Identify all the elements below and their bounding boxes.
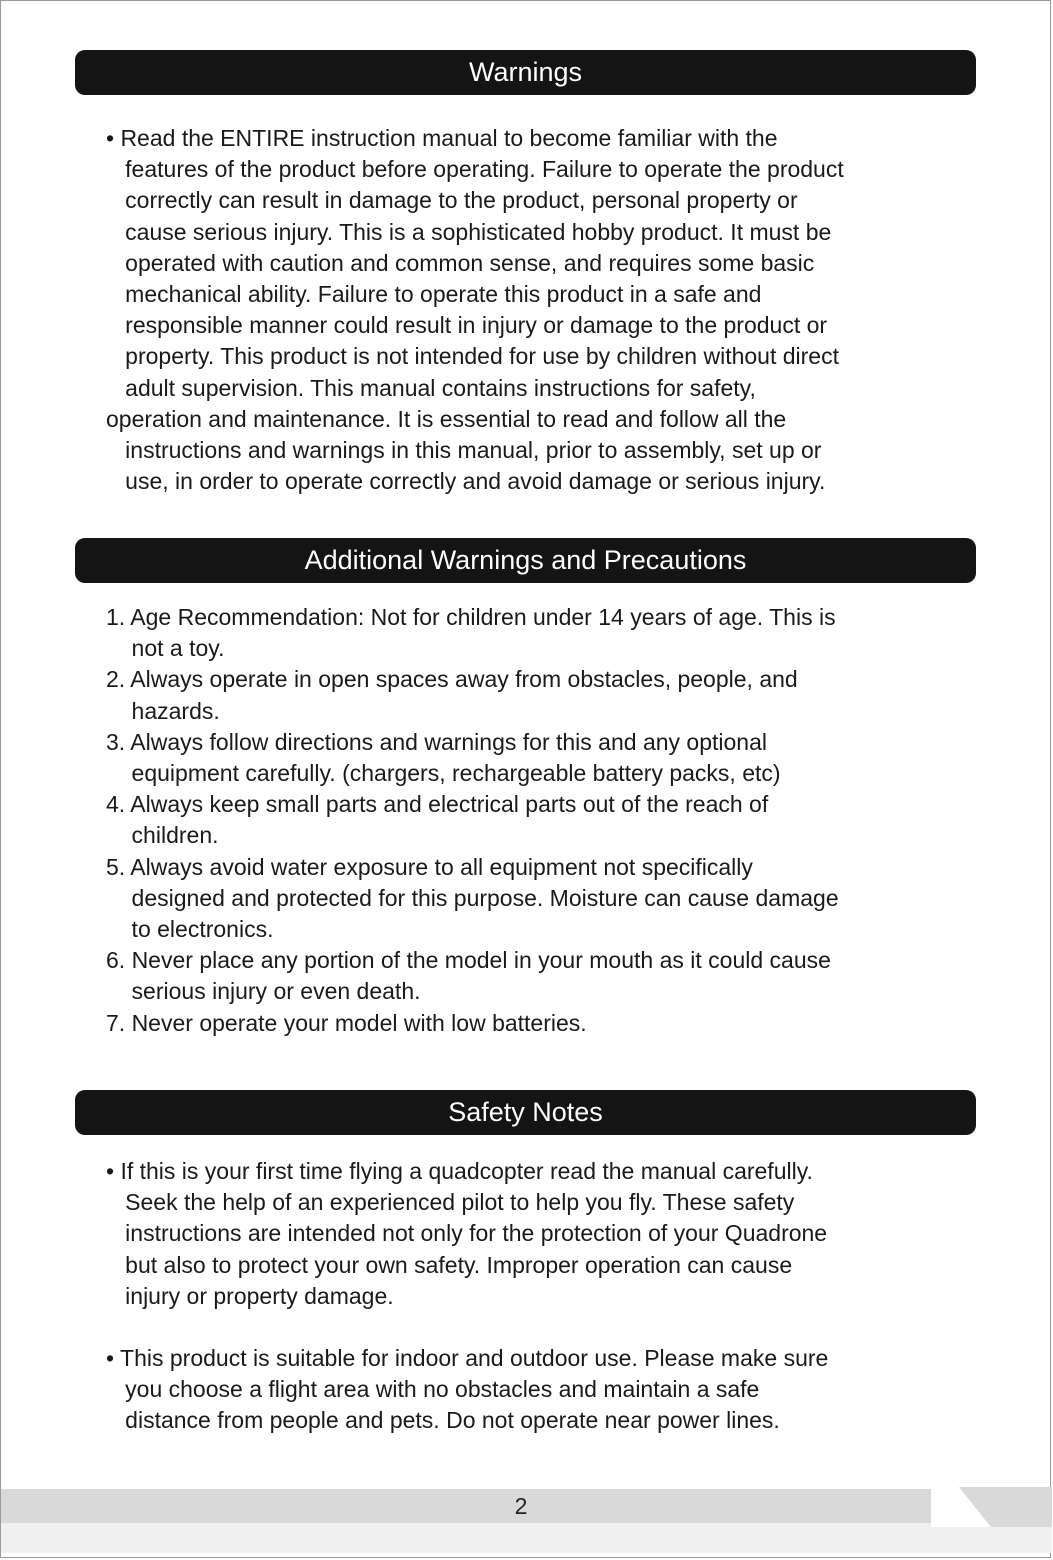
list-item: 3. Always follow directions and warnings for this and any optional	[106, 728, 767, 755]
list-item: 4. Always keep small parts and electrical parts out of the reach of	[106, 791, 769, 818]
warnings-body	[106, 123, 1006, 497]
text-line: instructions and warnings in this manual, prior to assembly, set up or	[106, 437, 822, 464]
page-number: 2	[514, 1493, 528, 1519]
text-line: operation and maintenance. It is essential to read and follow all the	[106, 405, 787, 432]
additional-warnings-list	[106, 602, 1006, 1039]
list-item: not a toy.	[106, 635, 225, 662]
list-item: equipment carefully. (chargers, rechargeable battery packs, etc)	[106, 760, 781, 787]
text-line: cause serious injury. This is a sophisticated hobby product. It must be	[106, 218, 832, 245]
text-line: responsible manner could result in injury or damage to the product or	[106, 312, 828, 339]
list-item: 1. Age Recommendation: Not for children under 14 years of age. This is	[106, 604, 836, 630]
text-line: • Read the ENTIRE instruction manual to become familiar with the	[106, 125, 778, 151]
safety-notes-para-1	[106, 1156, 1006, 1312]
list-item: 5. Always avoid water exposure to all equipment not specifically	[106, 853, 753, 880]
text-line: injury or property damage.	[106, 1282, 394, 1309]
text-line: you choose a flight area with no obstacles and maintain a safe	[106, 1376, 760, 1403]
text-line: adult supervision. This manual contains instructions for safety,	[106, 374, 756, 401]
text-line: operated with caution and common sense, and requires some basic	[106, 249, 815, 276]
list-item: serious injury or even death.	[106, 978, 421, 1005]
text-line: • If this is your first time flying a quadcopter read the manual carefully.	[106, 1158, 813, 1184]
list-item: hazards.	[106, 697, 220, 724]
text-line: correctly can result in damage to the product, personal property or	[106, 187, 798, 214]
text-line: instructions are intended not only for the protection of your Quadrone	[106, 1220, 828, 1247]
text-line: distance from people and pets. Do not operate near power lines.	[106, 1407, 780, 1434]
list-item: 6. Never place any portion of the model in your mouth as it could cause	[106, 947, 831, 974]
list-item: to electronics.	[106, 916, 274, 943]
safety-notes-para-2	[106, 1343, 1006, 1437]
text-line: mechanical ability. Failure to operate this product in a safe and	[106, 281, 762, 308]
warnings-header: Warnings	[75, 50, 976, 95]
safety-notes-header: Safety Notes	[75, 1090, 976, 1135]
text-line: use, in order to operate correctly and avoid damage or serious injury.	[106, 468, 826, 495]
footer-corner-decoration	[931, 1487, 1052, 1527]
text-line: but also to protect your own safety. Improper operation can cause	[106, 1251, 793, 1278]
text-line: property. This product is not intended for use by children without direct	[106, 343, 839, 370]
list-item: designed and protected for this purpose. Moisture can cause damage	[106, 884, 839, 911]
text-line: features of the product before operating. Failure to operate the product	[106, 156, 844, 183]
additional-warnings-header: Additional Warnings and Precautions	[75, 538, 976, 583]
list-item: 7. Never operate your model with low batteries.	[106, 1009, 587, 1036]
list-item: children.	[106, 822, 219, 849]
text-line: Seek the help of an experienced pilot to help you fly. These safety	[106, 1189, 795, 1216]
list-item: 2. Always operate in open spaces away from obstacles, people, and	[106, 666, 798, 693]
footer-band-light	[1, 1523, 1052, 1553]
text-line: • This product is suitable for indoor and outdoor use. Please make sure	[106, 1345, 829, 1371]
